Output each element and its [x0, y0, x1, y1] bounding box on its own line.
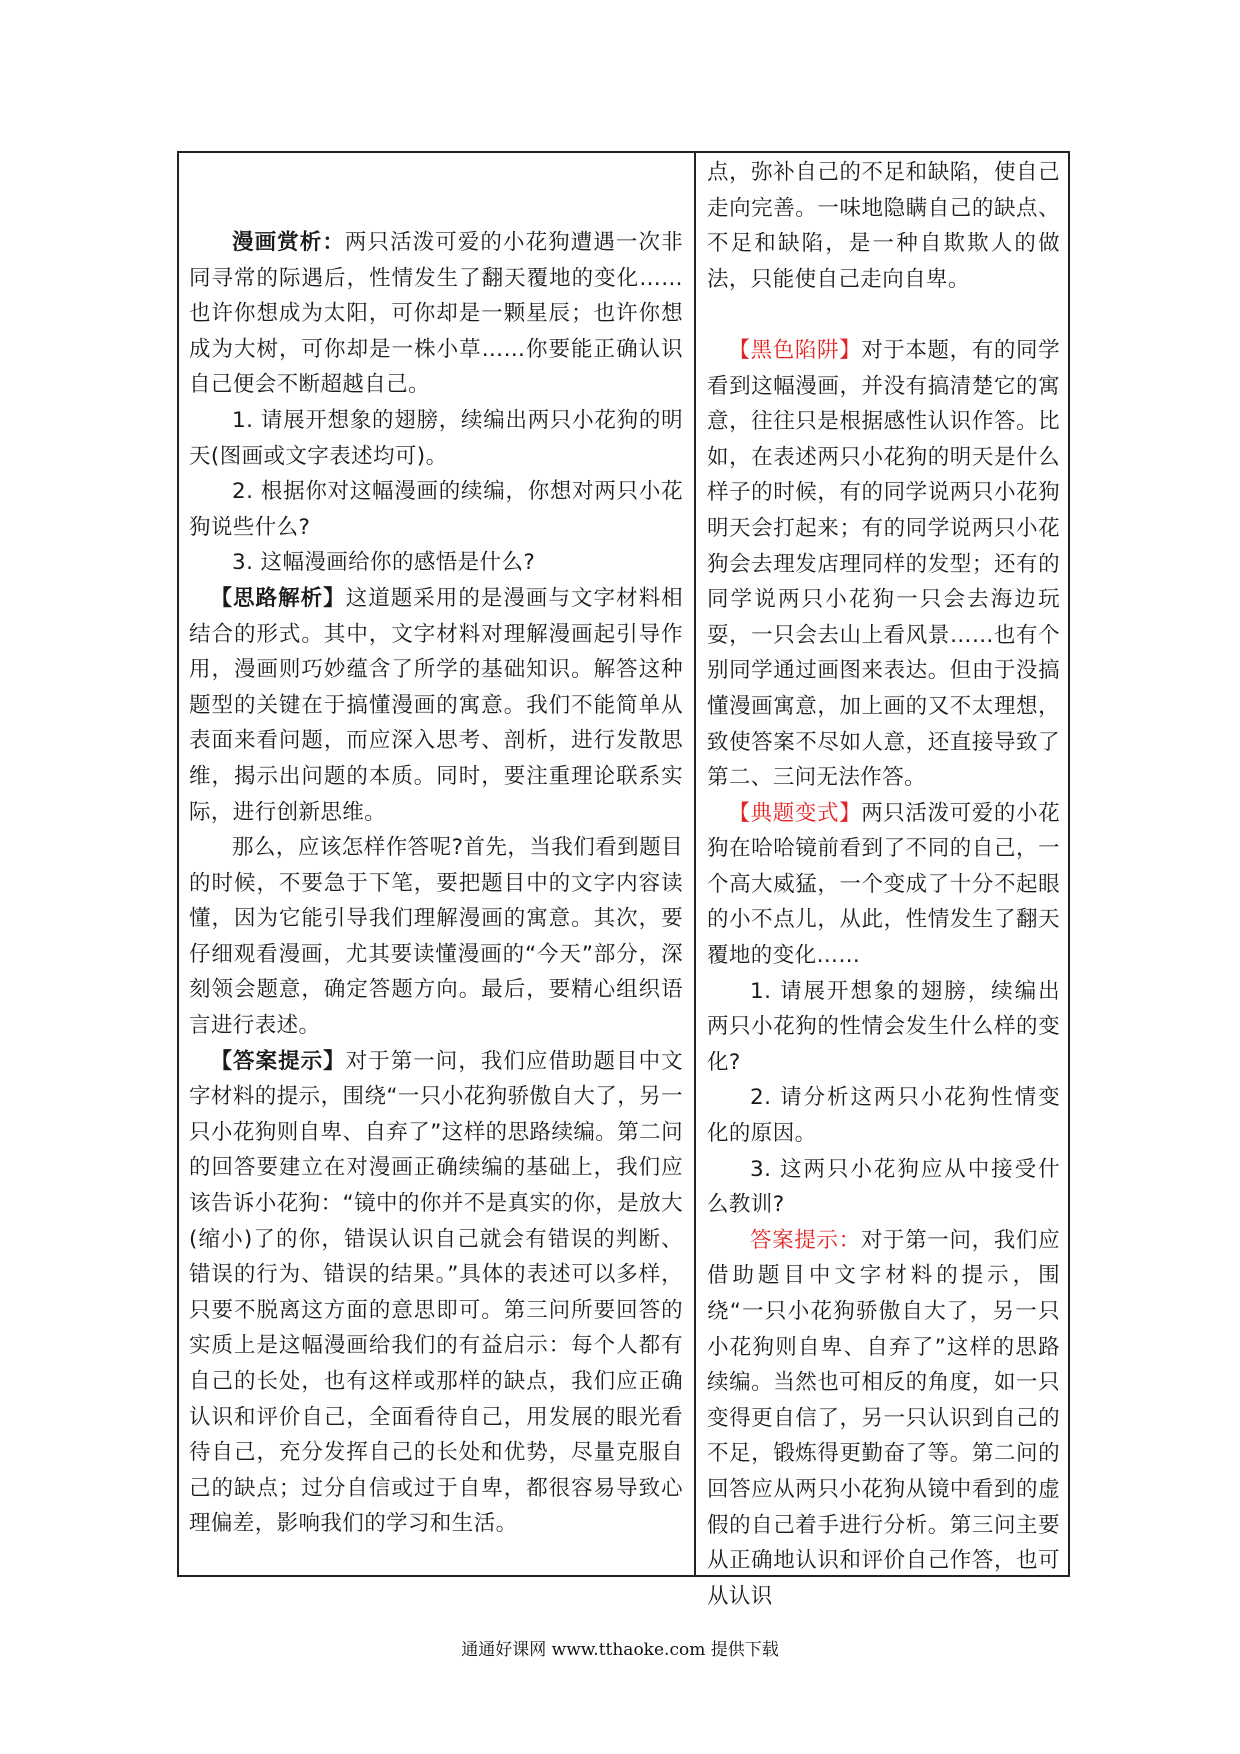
daan-text: 对于第一问，我们应借助题目中文字材料的提示，围绕“一只小花狗骄傲自大了，另一只小花狗则自卑、自弃了”这样的思路续编。第二问的回答要建立在对漫画正确续编的基础上，我们应该告诉小花狗：“镜中的你并不是真实的你，是放大(缩小)了的你，错误认识自己就会有错误的判断、错误的行为、错误的结果。”具体的表述可以多样，只要不脱离这方面的意思即可。第三问所要回答的实质上是这幅漫画给我们的有益启示：每个人都有自己的长处，也有这样或那样的缺点，我们应正确认识和评价自己，全面看待自己，用发展的眼光看待自己，充分发挥自己的长处和优势，尽量克服自己的缺点；过分自信或过于自卑，都很容易导致心理偏差，影响我们的学习和生活。 [189, 1048, 683, 1537]
heise-paragraph [707, 333, 1060, 796]
daan-paragraph [189, 1044, 683, 1542]
right-column [707, 155, 1060, 1614]
right-daan-label: 答案提示： [750, 1227, 861, 1253]
footer-credit: 通通好课网 www.tthaoke.com 提供下载 [461, 1640, 779, 1660]
right-question-1: 1. 请展开想象的翅膀，续编出两只小花狗的性情会发生什么样的变化? [707, 978, 1060, 1075]
heise-label: 【黑色陷阱】 [728, 337, 862, 363]
manhua-text: 两只活泼可爱的小花狗遭遇一次非同寻常的际遇后，性情发生了翻天覆地的变化……也许你想成为太阳，可你却是一颗星辰；也许你想成为大树，可你却是一株小草……你要能正确认识自己便会不断超越自己。 [189, 230, 683, 398]
manhua-label: 漫画赏析： [232, 230, 345, 255]
silu-label: 【思路解析】 [210, 585, 346, 611]
column-divider [694, 151, 696, 1577]
left-column [189, 225, 683, 1542]
dianti-label: 【典题变式】 [728, 800, 862, 826]
silu-text: 这道题采用的是漫画与文字材料相结合的形式。其中，文字材料对理解漫画起引导作用，漫画则巧妙蕴含了所学的基础知识。解答这种题型的关键在于搞懂漫画的寓意。我们不能简单从表面来看问题，而应深入思考、剖析，进行发散思维，揭示出问题的本质。同时，要注重理论联系实际，进行创新思维。 [189, 585, 683, 825]
right-top-paragraph: 点，弥补自己的不足和缺陷，使自己走向完善。一味地隐瞒自己的缺点、不足和缺陷，是一种自欺欺人的做法，只能使自己走向自卑。 [707, 160, 1060, 292]
heise-text: 对于本题，有的同学看到这幅漫画，并没有搞清楚它的寓意，往往只是根据感性认识作答。比如，在表述两只小花狗的明天是什么样子的时候，有的同学说两只小花狗明天会打起来；有的同学说两只小花狗会去理发店理同样的发型；还有的同学说两只小花狗一只会去海边玩耍，一只会去山上看风景……也有个别同学通过画图来表达。但由于没搞懂漫画寓意，加上画的又不太理想，致使答案不尽如人意，还直接导致了第二、三问无法作答。 [707, 337, 1060, 791]
dianti-paragraph [707, 796, 1060, 974]
right-question-3: 3. 这两只小花狗应从中接受什么教训? [707, 1156, 1060, 1218]
left-question-2: 2. 根据你对这幅漫画的续编，你想对两只小花狗说些什么? [189, 479, 683, 540]
silu-paragraph [189, 581, 683, 830]
right-daan-text: 对于第一问，我们应借助题目中文字材料的提示，围绕“一只小花狗骄傲自大了，另一只小花狗则自卑、自弃了”这样的思路续编。当然也可相反的角度，如一只变得更自信了，另一只认识到自己的不足，锻炼得更勤奋了等。第二问的回答应从两只小花狗从镜中看到的虚假的自己着手进行分析。第三问主要从正确地认识和评价自己作答，也可从认识 [707, 1227, 1060, 1609]
right-daan-paragraph [707, 1223, 1060, 1615]
left-question-3: 3. 这幅漫画给你的感悟是什么? [232, 550, 536, 576]
daan-label: 【答案提示】 [210, 1048, 346, 1074]
manhua-paragraph [189, 225, 683, 403]
spacer [707, 297, 1060, 333]
right-question-2: 2. 请分析这两只小花狗性情变化的原因。 [707, 1085, 1060, 1147]
dianti-text: 两只活泼可爱的小花狗在哈哈镜前看到了不同的自己，一个高大威猛，一个变成了十分不起眼的小不点儿，从此，性情发生了翻天覆地的变化…… [707, 800, 1060, 969]
namo-paragraph: 那么，应该怎样作答呢?首先，当我们看到题目的时候，不要急于下笔，要把题目中的文字内容读懂，因为它能引导我们理解漫画的寓意。其次，要仔细观看漫画，尤其要读懂漫画的“今天”部分，深刻领会题意，确定答题方向。最后，要精心组织语言进行表述。 [189, 835, 683, 1039]
left-question-1: 1. 请展开想象的翅膀，续编出两只小花狗的明天(图画或文字表述均可)。 [189, 407, 683, 469]
